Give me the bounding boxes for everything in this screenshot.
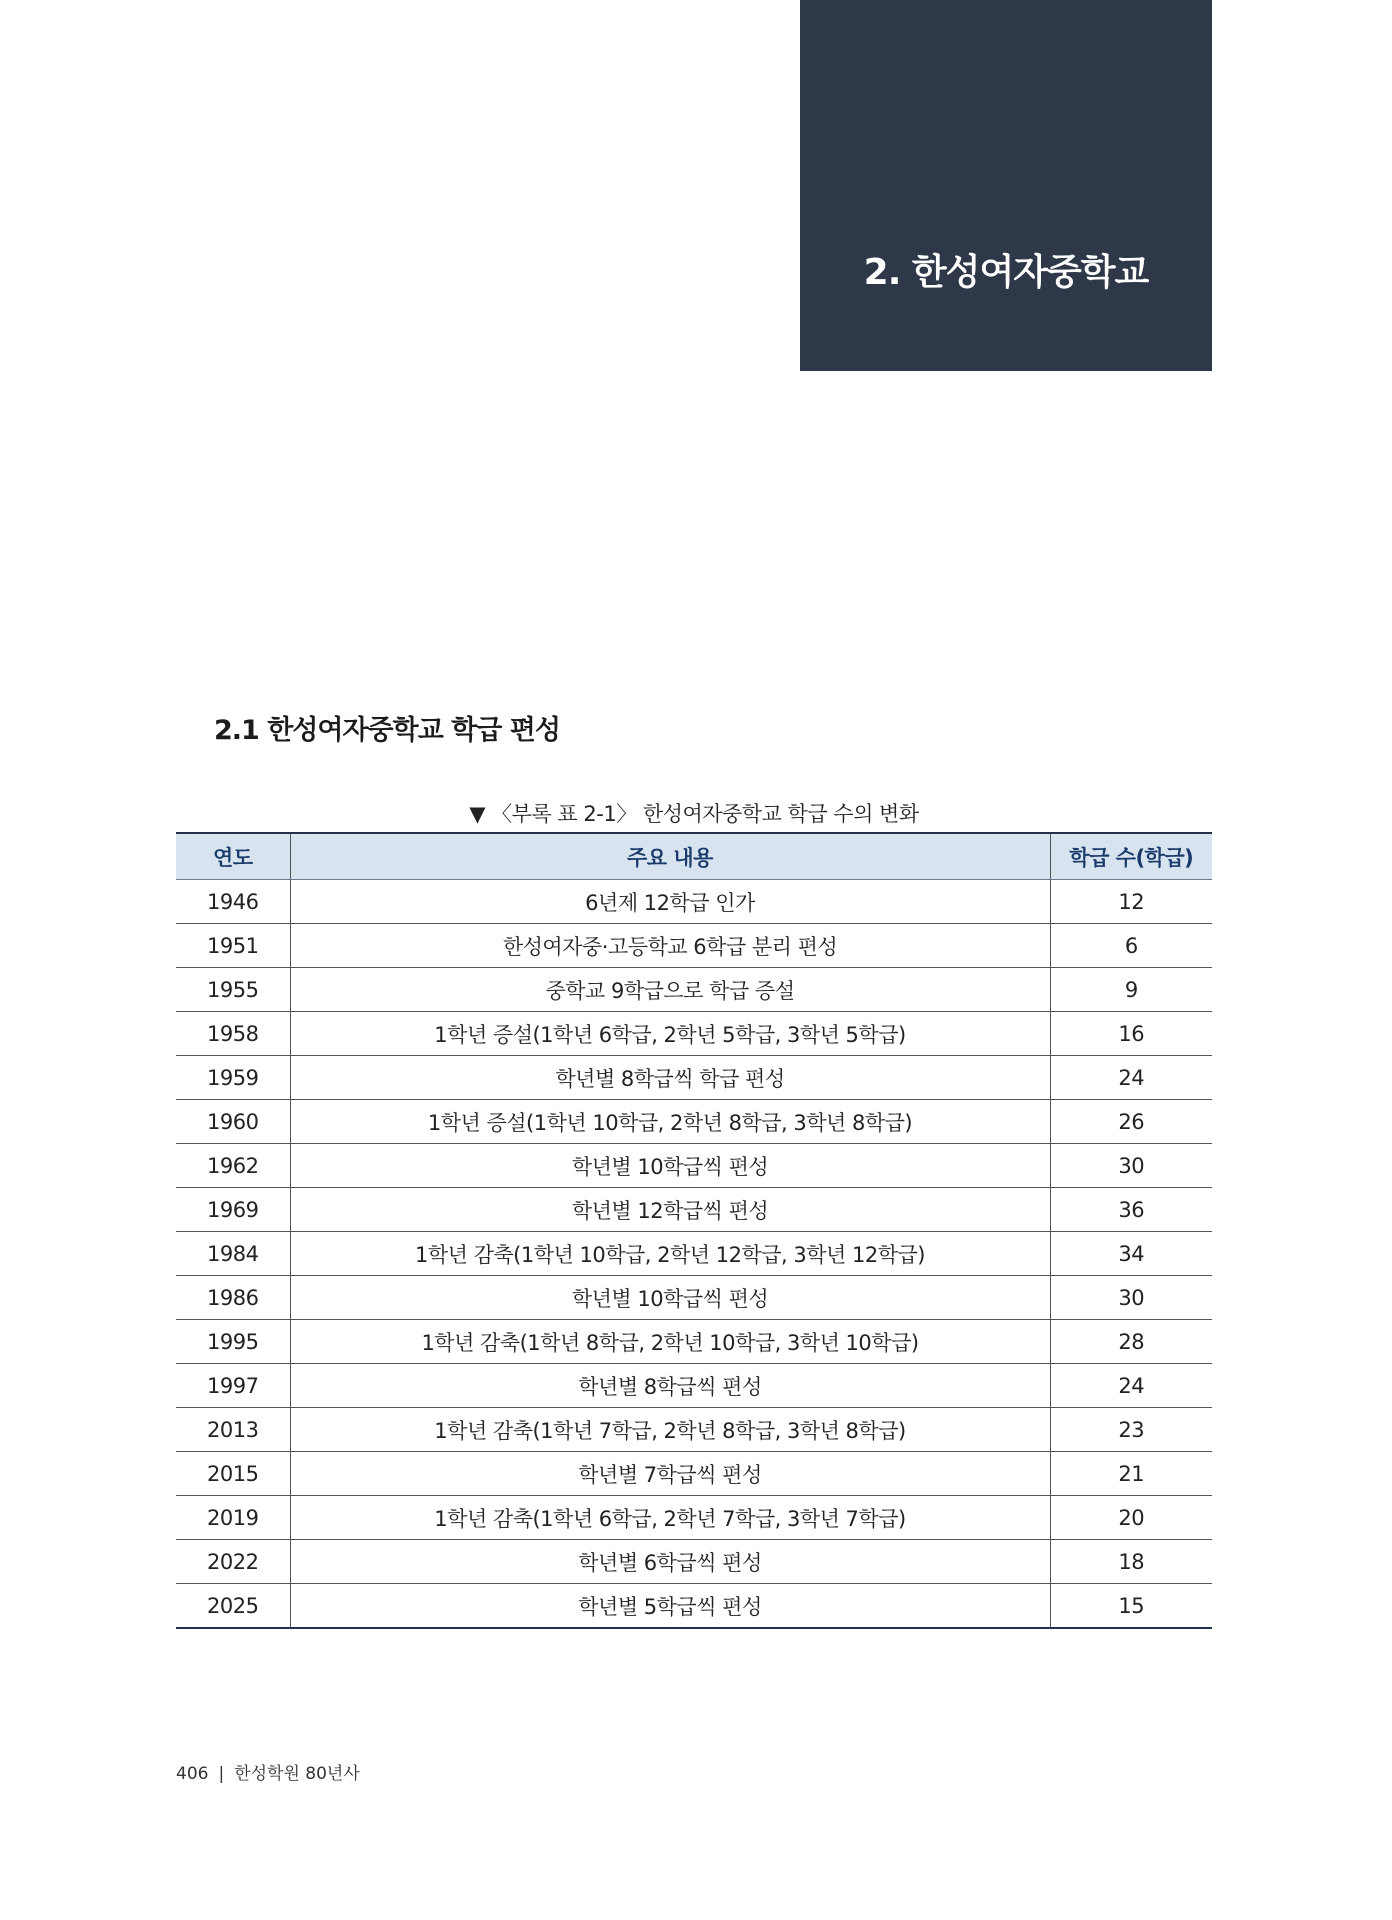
table-row [176,1276,1212,1320]
cell-year: 1995 [176,1320,290,1364]
cell-year: 2022 [176,1540,290,1584]
cell-content: 중학교 9학급으로 학급 증설 [290,968,1050,1012]
cell-year: 2025 [176,1584,290,1629]
cell-content: 학년별 6학급씩 편성 [290,1540,1050,1584]
cell-count: 12 [1050,880,1212,924]
cell-count: 6 [1050,924,1212,968]
cell-year: 1984 [176,1232,290,1276]
table-row [176,1232,1212,1276]
cell-year: 1959 [176,1056,290,1100]
cell-count: 24 [1050,1364,1212,1408]
cell-count: 30 [1050,1144,1212,1188]
cell-year: 2015 [176,1452,290,1496]
cell-count: 23 [1050,1408,1212,1452]
table-row [176,924,1212,968]
cell-year: 1955 [176,968,290,1012]
book-title: 한성학원 80년사 [234,1764,360,1784]
cell-count: 16 [1050,1012,1212,1056]
cell-content: 1학년 감축(1학년 6학급, 2학년 7학급, 3학년 7학급) [290,1496,1050,1540]
cell-count: 20 [1050,1496,1212,1540]
cell-count: 28 [1050,1320,1212,1364]
cell-content: 학년별 7학급씩 편성 [290,1452,1050,1496]
page-footer [176,1759,360,1784]
page-number: 406 [176,1764,209,1784]
cell-year: 1969 [176,1188,290,1232]
cell-count: 9 [1050,968,1212,1012]
cell-content: 6년제 12학급 인가 [290,880,1050,924]
table-row [176,968,1212,1012]
cell-count: 36 [1050,1188,1212,1232]
table-row [176,1012,1212,1056]
table-row [176,1320,1212,1364]
class-count-table [176,832,1212,1629]
chapter-header-box [800,0,1212,371]
section-title: 2.1 한성여자중학교 학급 편성 [214,715,560,746]
chapter-title: 2. 한성여자중학교 [863,252,1149,293]
cell-content: 1학년 증설(1학년 10학급, 2학년 8학급, 3학년 8학급) [290,1100,1050,1144]
cell-count: 34 [1050,1232,1212,1276]
cell-year: 1958 [176,1012,290,1056]
table-row [176,1144,1212,1188]
table-row [176,1188,1212,1232]
table-row [176,1496,1212,1540]
cell-year: 2013 [176,1408,290,1452]
cell-count: 24 [1050,1056,1212,1100]
cell-count: 30 [1050,1276,1212,1320]
cell-content: 1학년 감축(1학년 8학급, 2학년 10학급, 3학년 10학급) [290,1320,1050,1364]
table-row [176,1540,1212,1584]
table-row [176,1408,1212,1452]
table-row [176,1452,1212,1496]
table-header-row [176,833,1212,880]
cell-year: 1962 [176,1144,290,1188]
cell-count: 26 [1050,1100,1212,1144]
cell-year: 1986 [176,1276,290,1320]
cell-year: 1951 [176,924,290,968]
cell-count: 21 [1050,1452,1212,1496]
header-content: 주요 내용 [290,833,1050,880]
cell-year: 2019 [176,1496,290,1540]
header-year: 연도 [176,833,290,880]
cell-content: 학년별 10학급씩 편성 [290,1276,1050,1320]
table-row [176,1100,1212,1144]
cell-year: 1997 [176,1364,290,1408]
cell-content: 1학년 증설(1학년 6학급, 2학년 5학급, 3학년 5학급) [290,1012,1050,1056]
cell-content: 1학년 감축(1학년 10학급, 2학년 12학급, 3학년 12학급) [290,1232,1050,1276]
cell-content: 한성여자중·고등학교 6학급 분리 편성 [290,924,1050,968]
table-row [176,880,1212,924]
cell-content: 학년별 8학급씩 편성 [290,1364,1050,1408]
cell-content: 학년별 5학급씩 편성 [290,1584,1050,1629]
cell-count: 18 [1050,1540,1212,1584]
cell-content: 1학년 감축(1학년 7학급, 2학년 8학급, 3학년 8학급) [290,1408,1050,1452]
table-caption: ▼ 〈부록 표 2-1〉 한성여자중학교 학급 수의 변화 [469,802,919,826]
table-row [176,1364,1212,1408]
footer-separator: | [218,1764,225,1784]
cell-year: 1960 [176,1100,290,1144]
cell-year: 1946 [176,880,290,924]
table-body [176,880,1212,1629]
cell-content: 학년별 8학급씩 학급 편성 [290,1056,1050,1100]
table-row [176,1584,1212,1629]
header-count: 학급 수(학급) [1050,833,1212,880]
table-row [176,1056,1212,1100]
cell-content: 학년별 12학급씩 편성 [290,1188,1050,1232]
cell-count: 15 [1050,1584,1212,1629]
cell-content: 학년별 10학급씩 편성 [290,1144,1050,1188]
